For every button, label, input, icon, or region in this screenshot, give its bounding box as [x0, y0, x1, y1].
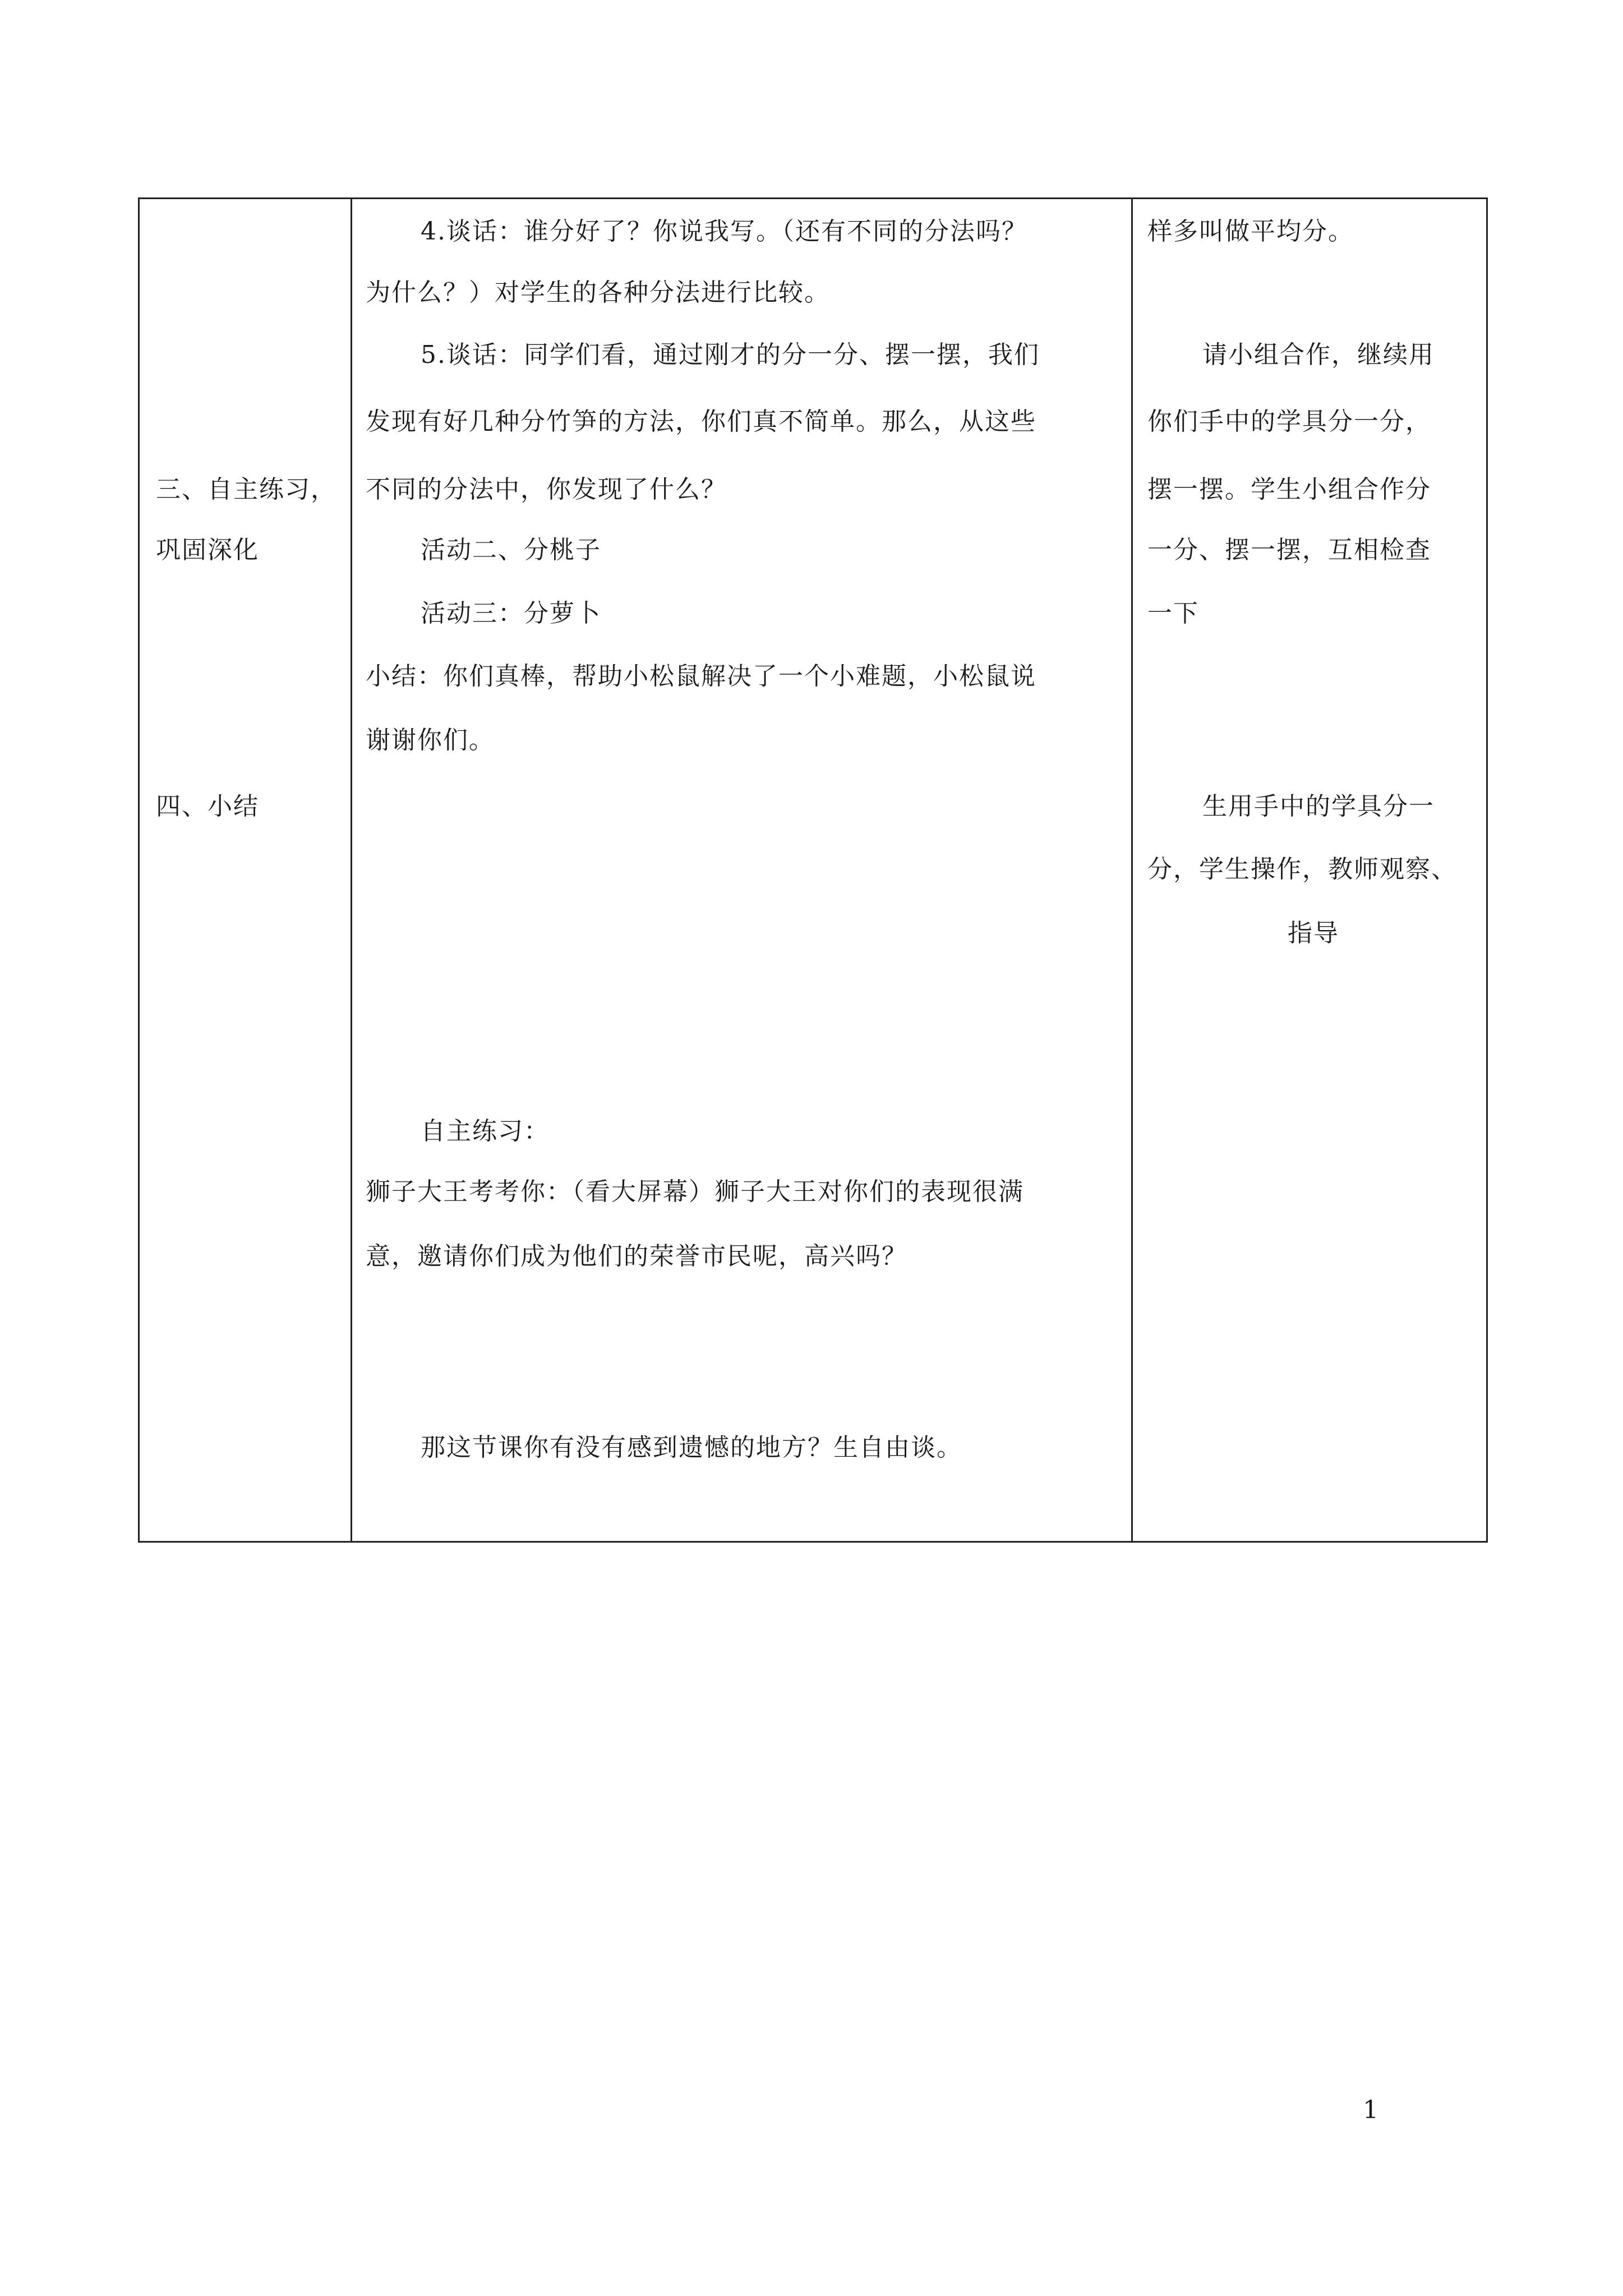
activity-heading: 活动二、分桃子: [421, 536, 601, 564]
content-paragraph-line: 5.谈话：同学们看，通过刚才的分一分、摆一摆，我们: [421, 341, 1040, 369]
stage-practice-title: 三、自主练习，: [156, 475, 336, 504]
content-paragraph-line: 为什么？）对学生的各种分法进行比较。: [366, 278, 830, 307]
notes-line: 一下: [1147, 599, 1199, 628]
page-number: 1: [1363, 2096, 1378, 2124]
practice-heading: 自主练习：: [421, 1117, 550, 1145]
notes-line: 你们手中的学具分一分，: [1147, 407, 1431, 436]
content-paragraph-line: 那这节课你有没有感到遗憾的地方？生自由谈。: [421, 1433, 962, 1462]
content-paragraph-line: 不同的分法中，你发现了什么？: [366, 475, 727, 504]
stage-practice-subtitle: 巩固深化: [156, 536, 259, 564]
content-paragraph-line: 小结：你们真棒，帮助小松鼠解决了一个小难题，小松鼠说: [366, 662, 1036, 691]
notes-line: 请小组合作，继续用: [1202, 341, 1435, 369]
activity-heading: 活动三：分萝卜: [421, 599, 601, 628]
content-paragraph-line: 狮子大王考考你：（看大屏幕）狮子大王对你们的表现很满: [366, 1177, 1024, 1206]
column-divider: [351, 199, 352, 1541]
stage-summary-title: 四、小结: [156, 792, 259, 821]
notes-line: 指导: [1288, 919, 1339, 947]
notes-line: 一分、摆一摆，互相检查: [1147, 536, 1431, 564]
content-paragraph-line: 意，邀请你们成为他们的荣誉市民呢，高兴吗？: [366, 1242, 907, 1271]
content-paragraph-line: 谢谢你们。: [366, 726, 495, 754]
notes-line: 样多叫做平均分。: [1147, 217, 1354, 246]
notes-line: 分，学生操作，教师观察、: [1147, 855, 1457, 884]
content-paragraph-line: 发现有好几种分竹笋的方法，你们真不简单。那么，从这些: [366, 407, 1036, 436]
notes-line: 生用手中的学具分一: [1202, 792, 1435, 821]
column-divider: [1131, 199, 1133, 1541]
content-paragraph-line: 4.谈话：谁分好了？你说我写。（还有不同的分法吗？: [421, 217, 1027, 246]
notes-line: 摆一摆。学生小组合作分: [1147, 475, 1431, 504]
